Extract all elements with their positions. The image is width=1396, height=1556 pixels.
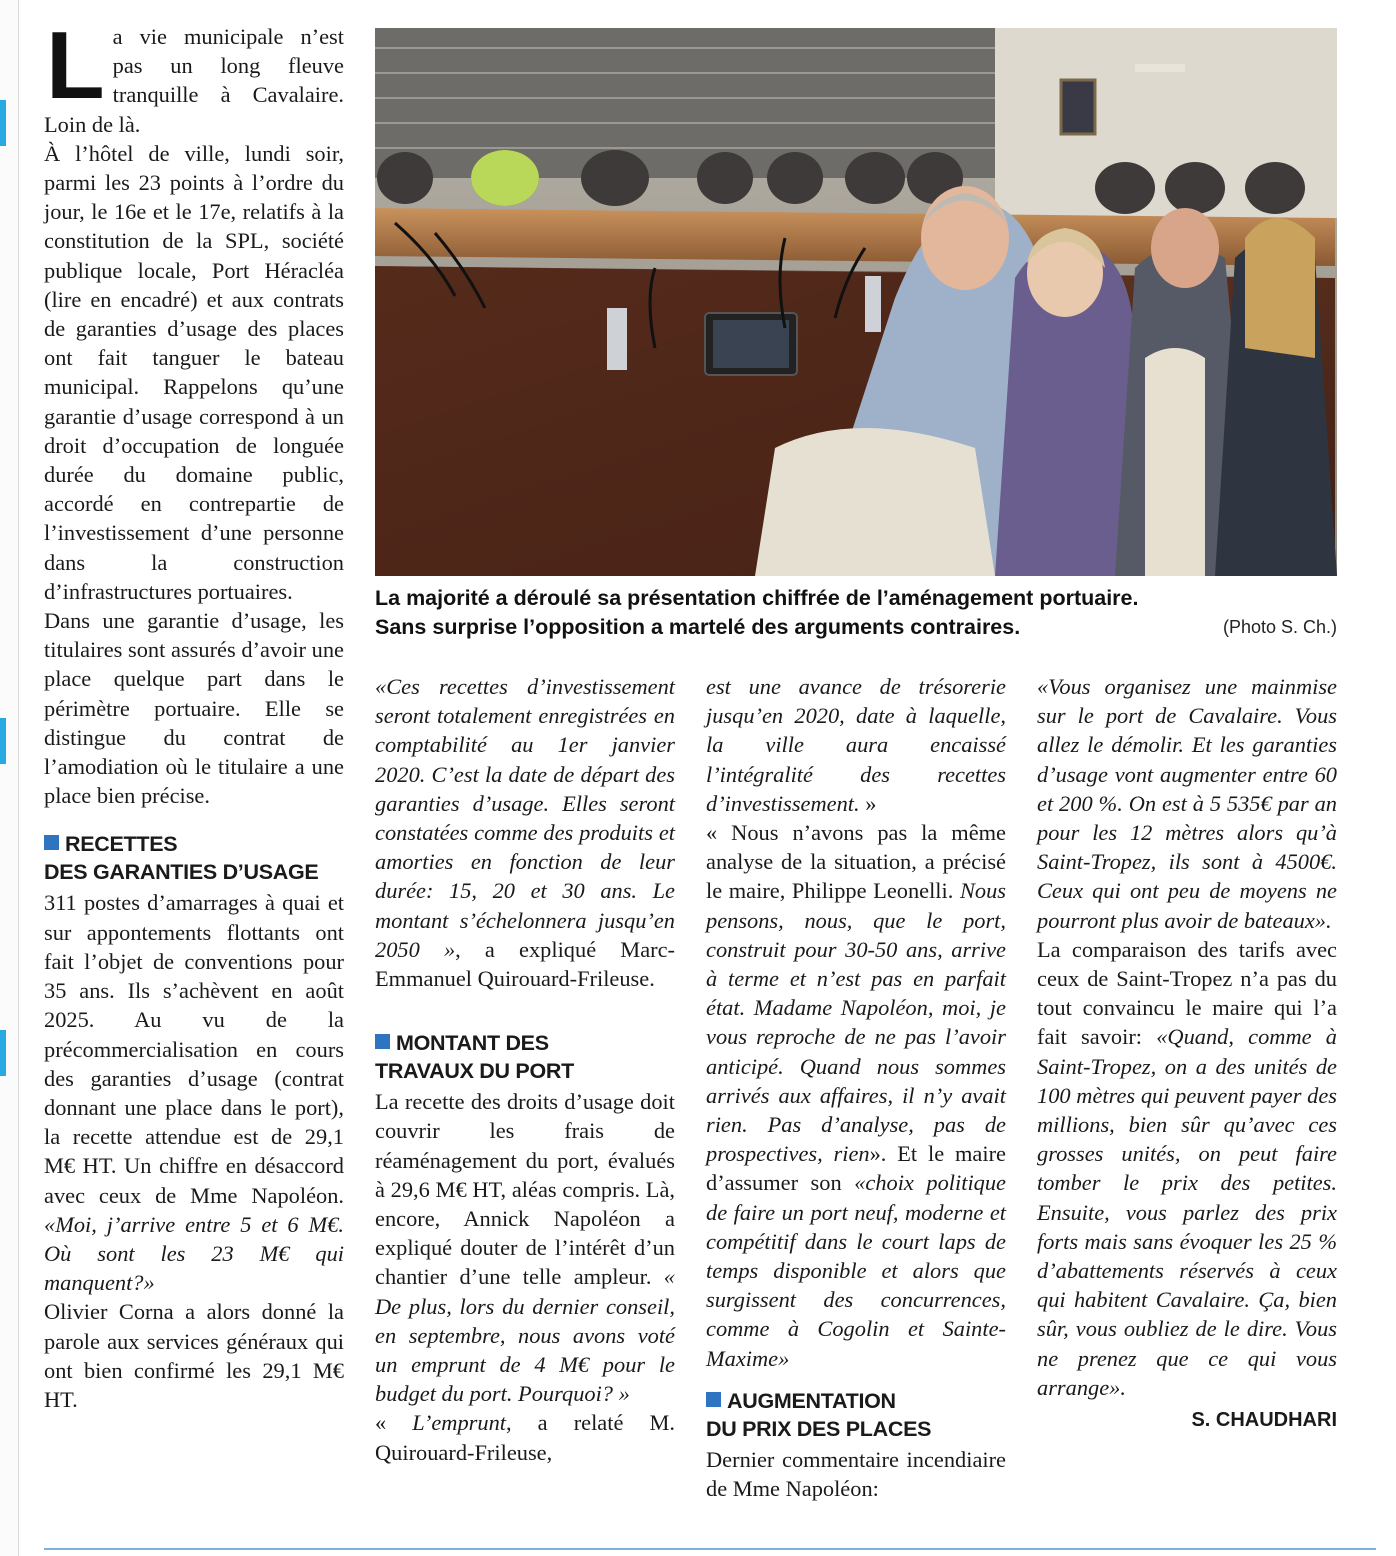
square-bullet-icon — [44, 835, 59, 850]
quote: «Ces recettes d’investissement seront totalement enregistrées en comptabilité au 1er janvier 2020. C’est la date de départ des garanties d’usage. Elles seront constatées comme des produits et amorties en fonction de leur durée: 15, 20 et 30 ans. Le montant s’échelonnera jusqu’en 2050 » — [375, 674, 675, 962]
body-paragraph: Olivier Corna a alors donné la parole aux services généraux qui ont bien confirmé les 29,1 M€ HT. — [44, 1299, 344, 1412]
photo-caption — [375, 584, 1337, 642]
quote: « De plus, lors du dernier conseil, en septembre, nous avons voté un emprunt de 4 M€ pour le budget du port. Pourquoi? » — [375, 1264, 675, 1407]
author-byline: S. CHAUDHARI — [1191, 1409, 1337, 1432]
square-bullet-icon — [706, 1392, 721, 1407]
section-heading-montant: MONTANT DES TRAVAUX DU PORT — [375, 1031, 574, 1084]
section-heading-recettes: RECETTES DES GARANTIES D’USAGE — [44, 832, 319, 885]
edge-tab-marker — [0, 1030, 6, 1076]
quote: «Quand, comme à Saint-Tropez, on a des unités de 100 mètres qui peuvent payer des millions, bien sûr qu’avec ces grosses unités, on peut faire tomber le prix des petites. Ensuite, vous parlez des prix forts mais sans évoquer les 25 % d’abattements réservés à ceux qui habitent Cavalaire. Ça, bien sûr, vous oubliez de le dire. Vous ne prenez que ce qui vous arrange». — [1037, 1024, 1337, 1400]
article-column-1 — [44, 12, 344, 1414]
photo-credit: (Photo S. Ch.) — [1222, 617, 1337, 637]
quote: est une avance de trésorerie jusqu’en 2020, date à laquelle, la ville aura encaissé l’intégralité des recettes d’investissement. — [706, 674, 1006, 816]
page-edge-strip — [0, 0, 19, 1556]
body-text: « — [375, 1410, 413, 1436]
article-column-4 — [1037, 672, 1337, 1435]
article-column-2 — [375, 672, 675, 1467]
body-paragraph: « Nous n’avons pas la même analyse de la situation, a précisé le maire, Philippe Leonelli. — [706, 820, 1006, 904]
quote: L’emprunt — [412, 1410, 506, 1436]
body-paragraph: À l’hôtel de ville, lundi soir, parmi les 23 points à l’ordre du jour, le 16e et le 17e, relatifs à la constitution de la SPL, société publique locale, Port Héracléa (lire en encadré) et aux contrats de garanties d’usage des places ont fait tanguer le bateau municipal. Rappelons qu’une garantie d’usage correspond à un droit d’occupation de longuée durée du domaine public, accordé en contrepartie de l’investissement d’une personne dans la construction d’infrastructures portuaires. — [44, 140, 344, 604]
body-text: ». Et le maire d’assumer son — [706, 1141, 1006, 1196]
quote: «choix politique de faire un port neuf, moderne et compétitif dans le court laps de temps disponible et alors que surgissent des concurrences, comme à Cogolin et Sainte-Maxime» — [706, 1170, 1006, 1371]
body-text: , a relaté M. Quirouard-Frileuse, — [375, 1410, 675, 1465]
body-paragraph: Dans une garantie d’usage, les titulaires sont assurés d’avoir une place quelque part dans le périmètre portuaire. Elle se distingue du contrat de l’amodiation où le titulaire a une place bien précise. — [44, 608, 344, 809]
body-paragraph: La comparaison des tarifs avec ceux de Saint-Tropez n’a pas du tout convaincu le maire qui l’a fait savoir: — [1037, 936, 1337, 1050]
quote: «Moi, j’arrive entre 5 et 6 M€. Où sont les 23 M€ qui manquent?» — [44, 1211, 344, 1296]
caption-line-2: Sans surprise l’opposition a martelé des arguments contraires. — [375, 615, 1021, 639]
edge-tab-marker — [0, 100, 6, 146]
lead-paragraph: a vie municipale n’est pas un long fleuve tranquille à Cavalaire. Loin de là. — [44, 24, 344, 137]
quote: Nous pensons, nous, que le port, construit pour 30-50 ans, arrive à terme et n’est pas en parfait état. Madame Napoléon, moi, je vous reproche de ne pas l’avoir anticipé. Quand nous sommes arrivés aux affaires, il n’y avait rien. Pas d’analyse, pas de prospectives, rien — [706, 878, 1006, 1167]
body-text: » — [859, 790, 877, 816]
quote: «Vous organisez une mainmise sur le port de Cavalaire. Vous allez le démolir. Et les garanties d’usage vont augmenter entre 60 et 200 %. On est à 5 535€ par an pour les 12 mètres alors qu’à Saint-Tropez, ils sont à 4500€. Ceux qui ont peu de moyens ne pourront plus avoir de bateaux». — [1037, 674, 1337, 933]
body-paragraph: Dernier commentaire incendiaire de Mme Napoléon: — [706, 1446, 1006, 1502]
section-heading-augmentation: AUGMENTATION DU PRIX DES PLACES — [706, 1388, 932, 1441]
caption-line-1: La majorité a déroulé sa présentation chiffrée de l’aménagement portuaire. — [375, 586, 1139, 610]
council-meeting-photo — [375, 28, 1337, 576]
article-column-3 — [706, 672, 1006, 1503]
body-paragraph: La recette des droits d’usage doit couvrir les frais de réaménagement du port, évalués à 29,6 M€ HT, aléas compris. Là, encore, Annick Napoléon a expliqué douter de l’intérêt d’un chantier d’une telle ampleur. — [375, 1089, 675, 1290]
bottom-rule — [44, 1548, 1376, 1550]
body-paragraph: 311 postes d’amarrages à quai et sur appontements flottants ont fait l’objet de conventions pour 35 ans. Ils s’achèvent en août 2025. Au vu de la précommercialisation en cours des garanties d’usage (contrat donnant une place dans le port), la recette attendue est de 29,1 M€ HT. Un chiffre en désaccord avec ceux de Mme Napoléon. — [44, 890, 344, 1208]
edge-tab-marker — [0, 718, 6, 764]
body-text: , a expliqué Marc-Emmanuel Quirouard-Frileuse. — [375, 936, 675, 992]
drop-cap: L — [46, 12, 105, 119]
article-photo — [375, 28, 1337, 576]
square-bullet-icon — [375, 1034, 390, 1049]
